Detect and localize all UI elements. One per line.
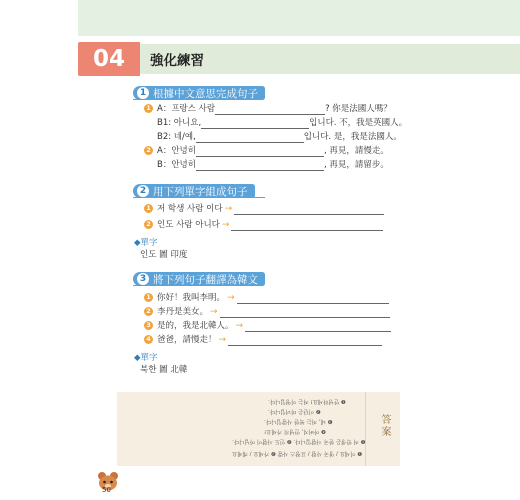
- unit-title: 強化練習: [150, 53, 204, 69]
- answer-line-6: ❶ 이세요 / 영국 사람 / 프랑스 사람 ❷ 가세요 / 계세요: [232, 450, 363, 456]
- s1-item-2: [144, 145, 389, 157]
- s3-item-3-blank[interactable]: [245, 322, 391, 332]
- s1-item-2-b-suffix: , 再見，請留步。: [323, 160, 389, 170]
- s3-item-4-marker: 4: [144, 335, 153, 344]
- section-3-heading: [133, 272, 265, 286]
- s2-item-1-text: 저 학생 사람 이다: [157, 204, 223, 214]
- s3-vocab-heading: ◆單字: [134, 353, 158, 363]
- answer-line-1: ❶ 안녕하세요! 저는 이명입니다.: [268, 398, 346, 404]
- page-number: 50: [102, 486, 111, 494]
- s3-item-3-arrow-icon: →: [235, 321, 244, 331]
- top-band: [78, 0, 520, 36]
- section-2-title: 用下列單字組成句子: [153, 185, 248, 198]
- s2-item-1-blank[interactable]: [234, 205, 384, 215]
- s3-item-2-arrow-icon: →: [210, 307, 218, 317]
- s1-item-1-b1-suffix: 입니다. 不，我是英國人。: [309, 118, 408, 128]
- s1-item-2-b-prefix: B：안녕히: [157, 160, 196, 170]
- s3-item-4: [144, 334, 382, 346]
- unit-number-badge: 04: [78, 42, 140, 76]
- s3-item-2-text: 李丹是美女。: [157, 307, 209, 317]
- s2-item-1-marker: 1: [144, 204, 153, 213]
- answer-line-4: ❹ 아버지, 안녕히 가세요!: [264, 428, 326, 434]
- s3-item-1-arrow-icon: →: [227, 293, 235, 303]
- s1-item-2-prefix: A：안녕히: [157, 146, 196, 156]
- s2-item-2-arrow-icon: →: [221, 220, 230, 230]
- s2-item-1: [144, 203, 384, 215]
- section-3-number: 3: [137, 273, 149, 285]
- s1-item-1-b1-prefix: B1: 아니요,: [157, 118, 202, 128]
- s2-item-2-blank[interactable]: [231, 221, 383, 231]
- s3-item-3-text: 是的，我是北韓人。: [157, 321, 234, 331]
- s2-item-1-arrow-icon: →: [224, 204, 233, 214]
- s1-item-1-b1-blank[interactable]: [201, 119, 309, 129]
- s3-item-1-text: 你好！我叫李明。: [157, 293, 226, 303]
- s3-item-1: [144, 292, 389, 304]
- s1-item-2-blank[interactable]: [196, 147, 324, 157]
- s1-item-2-suffix: , 再見，請慢走。: [323, 146, 389, 156]
- s1-item-1-b2-suffix: 입니다. 是，我是法國人。: [303, 132, 402, 142]
- s2-vocab-entry: 인도 圖 印度: [140, 250, 188, 260]
- section-2-underline: [133, 197, 265, 198]
- section-1-title: 根據中文意思完成句子: [153, 87, 258, 100]
- section-2-heading: [133, 184, 255, 198]
- s3-item-3: [144, 320, 391, 332]
- section-1-number: 1: [137, 87, 149, 99]
- section-1-heading: [133, 86, 265, 100]
- s2-item-2-text: 인도 사람 아니다: [157, 220, 220, 230]
- s3-vocab-entry: 북한 圖 北韓: [140, 365, 188, 375]
- s1-item-1-b2-prefix: B2: 네/예,: [157, 132, 196, 142]
- s3-item-4-text: 爸爸，請慢走！: [157, 335, 217, 345]
- s1-item-2-b: [157, 159, 389, 171]
- s3-item-2-blank[interactable]: [220, 308, 390, 318]
- answer-line-3: ❸ 네, 저는 북한 사람입니다.: [264, 418, 333, 424]
- s3-item-1-blank[interactable]: [237, 294, 389, 304]
- s3-item-3-marker: 3: [144, 321, 153, 330]
- section-1-underline: [133, 99, 261, 100]
- s1-item-2-b-blank[interactable]: [196, 161, 324, 171]
- s2-item-2: [144, 219, 383, 231]
- answer-label: 答案: [379, 414, 390, 438]
- s3-item-1-marker: 1: [144, 293, 153, 302]
- section-3-title: 將下列句子翻譯為韓文: [153, 273, 258, 286]
- header-bar: [78, 44, 520, 74]
- s3-item-4-arrow-icon: →: [218, 335, 227, 345]
- s3-item-4-blank[interactable]: [228, 336, 382, 346]
- s1-item-1-blank[interactable]: [215, 105, 325, 115]
- s2-item-2-marker: 2: [144, 220, 153, 229]
- answer-line-5: ❶ 저 학생은 한국 사람입니다. ❷ 인도 사람이 아닙니다.: [232, 438, 366, 444]
- s1-item-2-marker: 2: [144, 146, 153, 155]
- s1-item-1-prefix: A：프랑스 사람: [157, 104, 216, 114]
- s1-item-1: [144, 103, 392, 115]
- s2-vocab-heading: ◆單字: [134, 238, 158, 248]
- s3-item-2: [144, 306, 390, 318]
- s1-item-1-suffix: ? 你是法國人嗎？: [325, 104, 392, 114]
- s1-item-1-b2-blank[interactable]: [196, 133, 304, 143]
- section-2-number: 2: [137, 185, 149, 197]
- s1-item-1-b1: [157, 117, 407, 129]
- s1-item-1-marker: 1: [144, 104, 153, 113]
- section-3-underline: [133, 285, 253, 286]
- answer-line-2: ❷ 이단은 미녀입니다.: [268, 408, 321, 414]
- s1-item-1-b2: [157, 131, 402, 143]
- s3-item-2-marker: 2: [144, 307, 153, 316]
